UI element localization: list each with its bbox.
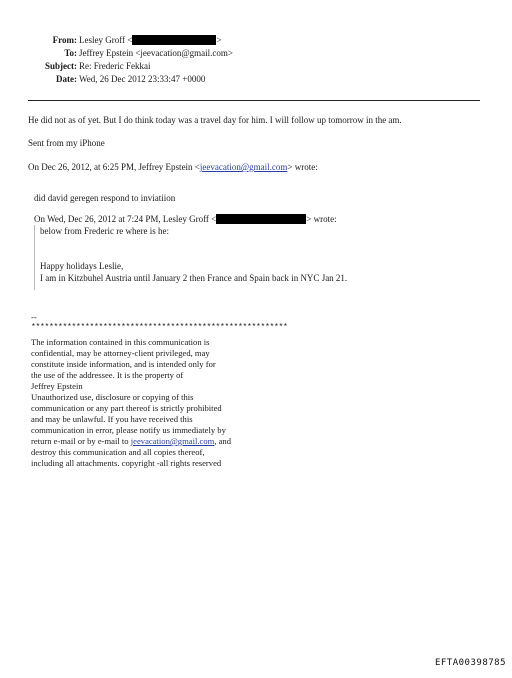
disclaimer-line: destroy this communication and all copies thereof, [31,447,205,457]
signature-dashes: -- [31,312,37,322]
disclaimer-line: The information contained in this communication is [31,337,210,347]
to-value: Jeffrey Epstein <jeevacation@gmail.com> [79,48,233,58]
subject-row [0,60,512,72]
disclaimer-line: confidential, may be attorney-client privileged, may [31,348,210,358]
quote-text-1: below from Frederic re where is he: [40,226,169,236]
date-label: Date: [56,74,77,84]
disclaimer-line-prefix: return e-mail or by e-mail to [31,436,131,446]
quote-header-2 [34,214,337,225]
quote-body: I am in Kitzbuhel Austria until January 2 then France and Spain back in NYC Jan 21. [40,273,348,283]
signature-text: Sent from my iPhone [28,138,105,148]
quote-header-2-prefix: On Wed, Dec 26, 2012 at 7:24 PM, Lesley Groff < [34,214,217,224]
document-id: EFTA00398785 [434,658,506,668]
from-name: Lesley Groff < [79,35,133,45]
disclaimer-line: communication or any part thereof is strictly prohibited [31,403,222,413]
email-link-1[interactable]: jeevacation@gmail.com [199,162,288,172]
to-label: To: [64,48,77,58]
disclaimer-line: the use of the addressee. It is the property of [31,370,184,380]
quote-bar [34,225,35,290]
disclaimer-line: and may be unlawful. If you have received this [31,414,193,424]
disclaimer-line: Unauthorized use, disclosure or copying of this [31,392,194,402]
from-close: > [216,35,222,45]
disclaimer-line: constitute inside information, and is intended only for [31,359,216,369]
reply-text-2: did david geregen respond to inviatiion [34,193,176,203]
subject-value: Re: Frederic Fekkai [79,61,151,71]
quote-header-1-prefix: On Dec 26, 2012, at 6:25 PM, Jeffrey Epstein < [28,162,200,172]
redaction-box [132,35,216,45]
date-row [0,73,512,85]
redaction-box [216,214,306,224]
from-value [79,34,221,46]
email-link-2[interactable]: jeevacation@gmail.com [130,436,215,446]
from-row [0,34,512,46]
star-separator: ********************************************************* [31,323,288,332]
from-label: From: [52,35,77,45]
quote-header-2-suffix: > wrote: [306,214,337,224]
disclaimer-line: communication in error, please notify us immediately by [31,425,226,435]
date-value: Wed, 26 Dec 2012 23:33:47 +0000 [79,74,206,84]
subject-label: Subject: [45,61,77,71]
disclaimer-line: Jeffrey Epstein [31,381,83,391]
reply-text: He did not as of yet. But I do think today was a travel day for him. I will follow up tomorrow in the am. [28,115,402,125]
quote-header-1 [28,162,318,173]
to-row [0,47,512,59]
disclaimer-line-suffix: , and [214,436,232,446]
quote-header-1-suffix: > wrote: [287,162,318,172]
disclaimer-line-link [31,436,231,447]
header-divider [28,100,480,101]
quote-greeting: Happy holidays Leslie, [40,261,124,271]
disclaimer-line: including all attachments. copyright -all rights reserved [31,458,222,468]
